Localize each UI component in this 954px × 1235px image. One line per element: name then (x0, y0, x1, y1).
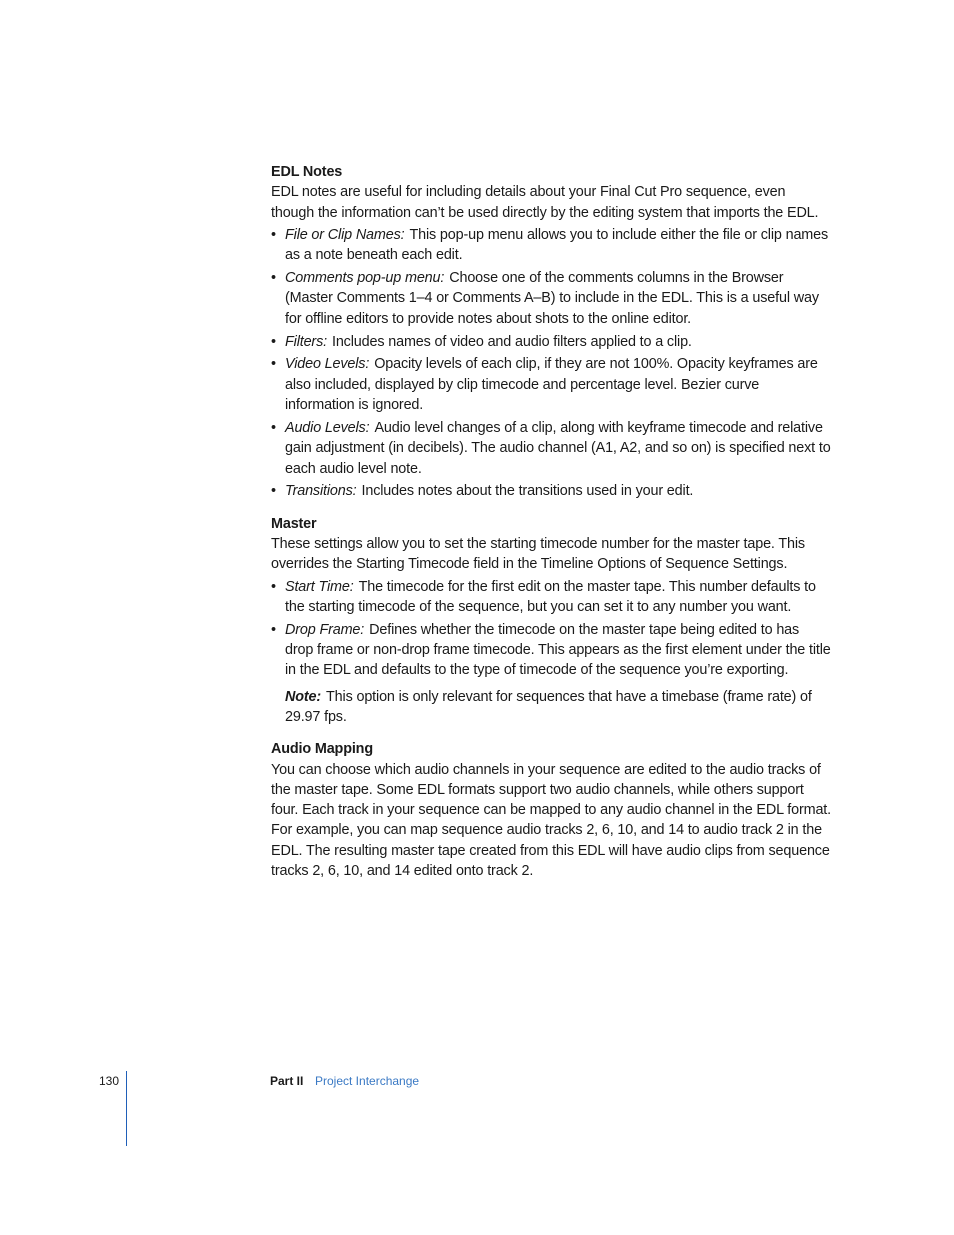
item-term: Comments pop-up menu: (285, 270, 445, 287)
item-term: File or Clip Names: (285, 226, 405, 243)
bullet-icon: • (271, 356, 276, 373)
note-paragraph (285, 687, 831, 728)
list-item (271, 577, 831, 618)
list-item (271, 225, 831, 266)
item-text: Choose one of the comments columns in the Browser (Master Comments 1–4 or Comments A–B) to include in the EDL. This is a useful way for offline editors to provide notes about shots to the online editor. (285, 270, 819, 327)
list-item (271, 620, 831, 681)
list-item (271, 354, 831, 415)
item-term: Filters: (285, 333, 327, 350)
audio-mapping-body: You can choose which audio channels in your sequence are edited to the audio tracks of the master tape. Some EDL formats support two audio channels, while others support four. Each track in your sequence can be mapped to any audio channel in the EDL format. For example, you can map sequence audio tracks 2, 6, 10, and 14 to audio track 2 in the EDL. The resulting master tape created from this EDL will have audio clips from sequence tracks 2, 6, 10, and 14 edited onto track 2. (271, 761, 831, 880)
list-item (271, 268, 831, 329)
item-term: Video Levels: (285, 356, 370, 373)
audio-mapping-section (271, 739, 831, 881)
item-term: Drop Frame: (285, 621, 365, 638)
part-title-link[interactable]: Project Interchange (315, 1074, 420, 1088)
master-section (271, 514, 831, 728)
bullet-icon: • (271, 270, 276, 287)
bullet-icon: • (271, 483, 276, 500)
note-text: This option is only relevant for sequences that have a timebase (frame rate) of 29.97 fps. (285, 688, 812, 725)
page-content (271, 162, 831, 893)
master-list (271, 577, 831, 681)
bullet-icon: • (271, 621, 276, 638)
master-heading: Master (271, 515, 317, 532)
page-number: 130 (99, 1074, 120, 1088)
item-term: Transitions: (285, 483, 357, 500)
edl-notes-list (271, 225, 831, 502)
item-term: Audio Levels: (285, 419, 370, 436)
item-text: Includes names of video and audio filters applied to a clip. (331, 333, 692, 350)
item-text: The timecode for the first edit on the master tape. This number defaults to the starting timecode of the sequence, but you can set it to any number you want. (285, 578, 816, 615)
list-item (271, 481, 831, 501)
master-intro: These settings allow you to set the starting timecode number for the master tape. This overrides the Starting Timecode field in the Timeline Options of Sequence Settings. (271, 536, 805, 573)
bullet-icon: • (271, 226, 276, 243)
audio-mapping-heading: Audio Mapping (271, 741, 373, 758)
edl-notes-section (271, 162, 831, 502)
bullet-icon: • (271, 419, 276, 436)
list-item (271, 418, 831, 479)
bullet-icon: • (271, 578, 276, 595)
item-term: Start Time: (285, 578, 354, 595)
footer-divider (126, 1071, 127, 1146)
item-text: Includes notes about the transitions used in your edit. (361, 483, 694, 500)
item-text: Defines whether the timecode on the master tape being edited to has drop frame or non-drop frame timecode. This appears as the first element under the title in the EDL and defaults to the type of timecode of the sequence you’re exporting. (285, 621, 831, 679)
part-label: Part II (270, 1074, 304, 1088)
note-label: Note: (285, 688, 322, 705)
list-item (271, 332, 831, 352)
edl-notes-heading: EDL Notes (271, 164, 343, 180)
edl-notes-intro: EDL notes are useful for including details about your Final Cut Pro sequence, even though the information can’t be used directly by the editing system that imports the EDL. (271, 184, 819, 221)
bullet-icon: • (271, 333, 276, 350)
item-text: Audio level changes of a clip, along with keyframe timecode and relative gain adjustment (in decibels). The audio channel (A1, A2, and so on) is specified next to each audio level note. (285, 419, 831, 477)
item-text: This pop-up menu allows you to include either the file or clip names as a note beneath each edit. (285, 226, 829, 264)
item-text: Opacity levels of each clip, if they are not 100%. Opacity keyframes are also included, displayed by clip timecode and percentage level. Bezier curve information is ignored. (285, 356, 818, 414)
